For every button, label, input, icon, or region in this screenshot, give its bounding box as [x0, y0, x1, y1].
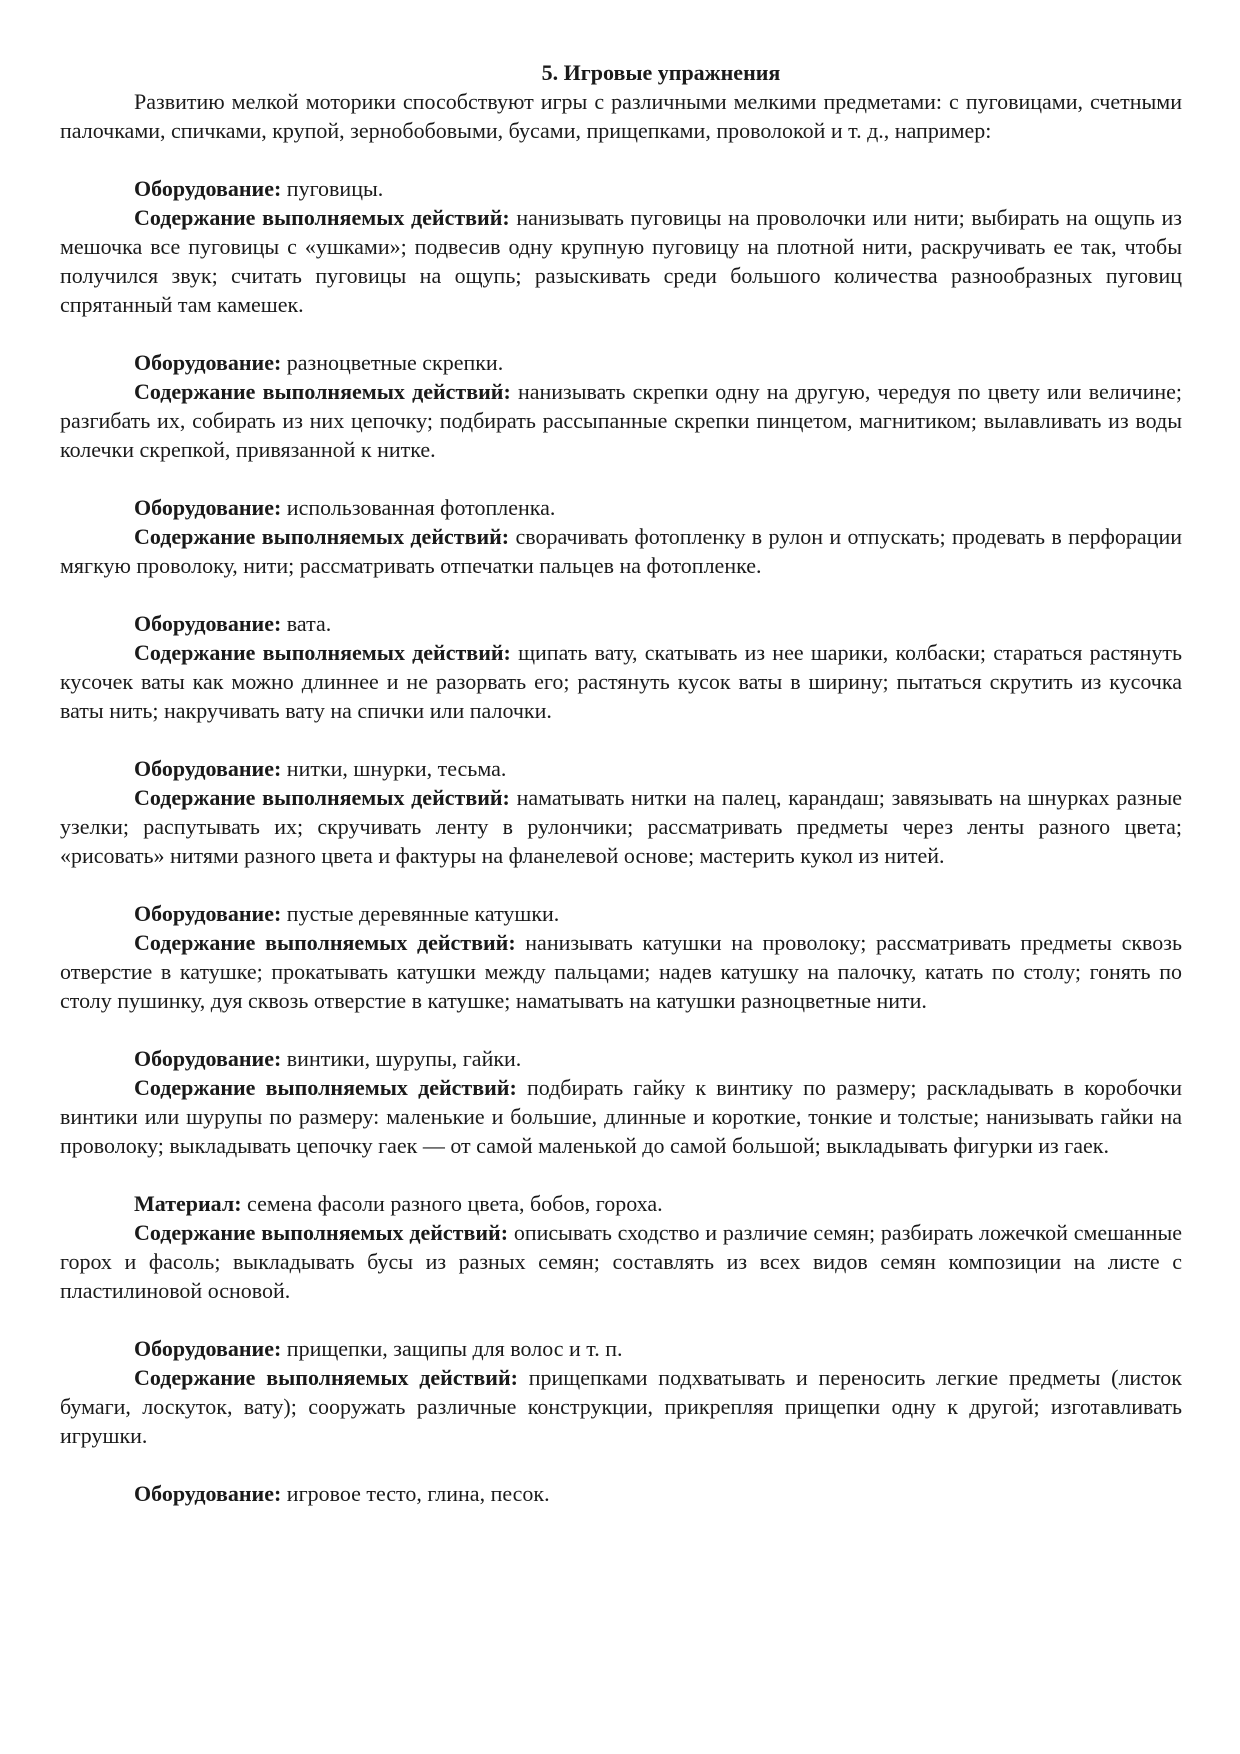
actions-label: Содержание выполняемых действий: — [134, 1220, 509, 1245]
exercise-block — [60, 1479, 1182, 1508]
actions-text: описывать сходство и различие семян; разбирать ложечкой смешанные горох и фасоль; выкладывать бусы из разных семян; составлять из всех видов семян композиции на листе с пластилиновой основой. — [60, 1220, 1182, 1303]
actions-text: нанизывать пуговицы на проволочки или нити; выбирать на ощупь из мешочка все пуговицы с «ушками»; подвесив одну крупную пуговицу на плотной нити, раскручивать ее так, чтобы получился звук; считать пуговицы на ощупь; разыскивать среди большого количества разнообразных пуговиц спрятанный там камешек. — [60, 205, 1182, 317]
equipment-text: пуговицы. — [281, 176, 384, 201]
intro-paragraph: Развитию мелкой моторики способствуют игры с различными мелкими предметами: с пуговицами, счетными палочками, спичками, крупой, зернобобовыми, бусами, прищепками, проволокой и т. д., например: — [60, 89, 1182, 143]
actions-label: Содержание выполняемых действий: — [134, 524, 510, 549]
actions-text: подбирать гайку к винтику по размеру; раскладывать в коробочки винтики или шурупы по размеру: маленькие и большие, длинные и короткие, тонкие и толстые; нанизывать гайки на проволоку; выкладывать цепочку гаек — от самой маленькой до самой большой; выкладывать фигурки из гаек. — [60, 1075, 1182, 1158]
actions-text: прищепками подхватывать и переносить легкие предметы (листок бумаги, лоскуток, вату); сооружать различные конструкции, прикрепляя прищепки одну к другой; изготавливать игрушки. — [60, 1365, 1182, 1448]
equipment-text: прищепки, защипы для волос и т. п. — [281, 1336, 623, 1361]
document-page — [60, 58, 1182, 1508]
equipment-line — [60, 754, 1182, 783]
equipment-label: Оборудование: — [134, 1481, 282, 1506]
exercise-block — [60, 899, 1182, 1015]
equipment-line — [60, 174, 1182, 203]
equipment-label: Оборудование: — [134, 350, 282, 375]
equipment-label: Оборудование: — [134, 1336, 282, 1361]
actions-label: Содержание выполняемых действий: — [134, 1365, 518, 1390]
equipment-text: использованная фотопленка. — [281, 495, 556, 520]
actions-line — [60, 928, 1182, 1015]
actions-text: щипать вату, скатывать из нее шарики, колбаски; стараться растянуть кусочек ваты как можно длиннее и не разорвать его; растянуть кусок ваты в ширину; пытаться скрутить из кусочка ваты нить; накручивать вату на спички или палочки. — [60, 640, 1182, 723]
actions-line — [60, 522, 1182, 580]
actions-line — [60, 203, 1182, 319]
actions-text: сворачивать фотопленку в рулон и отпускать; продевать в перфорации мягкую проволоку, нити; рассматривать отпечатки пальцев на фотопленке. — [60, 524, 1182, 578]
equipment-line — [60, 348, 1182, 377]
equipment-label: Оборудование: — [134, 495, 282, 520]
exercise-block — [60, 493, 1182, 580]
equipment-line — [60, 1044, 1182, 1073]
equipment-text: пустые деревянные катушки. — [281, 901, 560, 926]
actions-label: Содержание выполняемых действий: — [134, 1075, 517, 1100]
equipment-line — [60, 1334, 1182, 1363]
exercise-block — [60, 348, 1182, 464]
exercise-block — [60, 1044, 1182, 1160]
actions-label: Содержание выполняемых действий: — [134, 379, 511, 404]
actions-label: Содержание выполняемых действий: — [134, 930, 516, 955]
equipment-line — [60, 609, 1182, 638]
equipment-text: винтики, шурупы, гайки. — [281, 1046, 522, 1071]
actions-text: нанизывать катушки на проволоку; рассматривать предметы сквозь отверстие в катушке; прокатывать катушки между пальцами; надев катушку на палочку, катать по столу; гонять по столу пушинку, дуя сквозь отверстие в катушке; наматывать на катушки разноцветные нити. — [60, 930, 1182, 1013]
equipment-label: Оборудование: — [134, 176, 282, 201]
actions-text: наматывать нитки на палец, карандаш; завязывать на шнурках разные узелки; распутывать их; скручивать ленту в рулончики; рассматривать предметы через ленты разного цвета; «рисовать» нитями разного цвета и фактуры на фланелевой основе; мастерить кукол из нитей. — [60, 785, 1182, 868]
actions-line — [60, 783, 1182, 870]
equipment-label: Оборудование: — [134, 901, 282, 926]
exercise-block — [60, 1334, 1182, 1450]
actions-line — [60, 1073, 1182, 1160]
equipment-line — [60, 1479, 1182, 1508]
equipment-text: вата. — [281, 611, 332, 636]
equipment-label: Оборудование: — [134, 756, 282, 781]
equipment-line — [60, 899, 1182, 928]
section-title: 5. Игровые упражнения — [541, 60, 781, 85]
equipment-line — [60, 493, 1182, 522]
equipment-label: Оборудование: — [134, 611, 282, 636]
exercise-block — [60, 174, 1182, 319]
equipment-text: нитки, шнурки, тесьма. — [281, 756, 507, 781]
equipment-text: разноцветные скрепки. — [281, 350, 504, 375]
exercise-block — [60, 609, 1182, 725]
actions-line — [60, 1218, 1182, 1305]
actions-line — [60, 1363, 1182, 1450]
actions-label: Содержание выполняемых действий: — [134, 785, 510, 810]
equipment-label: Оборудование: — [134, 1046, 282, 1071]
actions-line — [60, 377, 1182, 464]
equipment-line — [60, 1189, 1182, 1218]
exercise-block — [60, 754, 1182, 870]
material-text: семена фасоли разного цвета, бобов, гороха. — [241, 1191, 663, 1216]
actions-label: Содержание выполняемых действий: — [134, 205, 510, 230]
actions-label: Содержание выполняемых действий: — [134, 640, 511, 665]
actions-text: нанизывать скрепки одну на другую, чередуя по цвету или величине; разгибать их, собирать из них цепочку; подбирать рассыпанные скрепки пинцетом, магнитиком; вылавливать из воды колечки скрепкой, привязанной к нитке. — [60, 379, 1182, 462]
exercise-block — [60, 1189, 1182, 1305]
actions-line — [60, 638, 1182, 725]
equipment-text: игровое тесто, глина, песок. — [281, 1481, 550, 1506]
material-label: Материал: — [134, 1191, 242, 1216]
